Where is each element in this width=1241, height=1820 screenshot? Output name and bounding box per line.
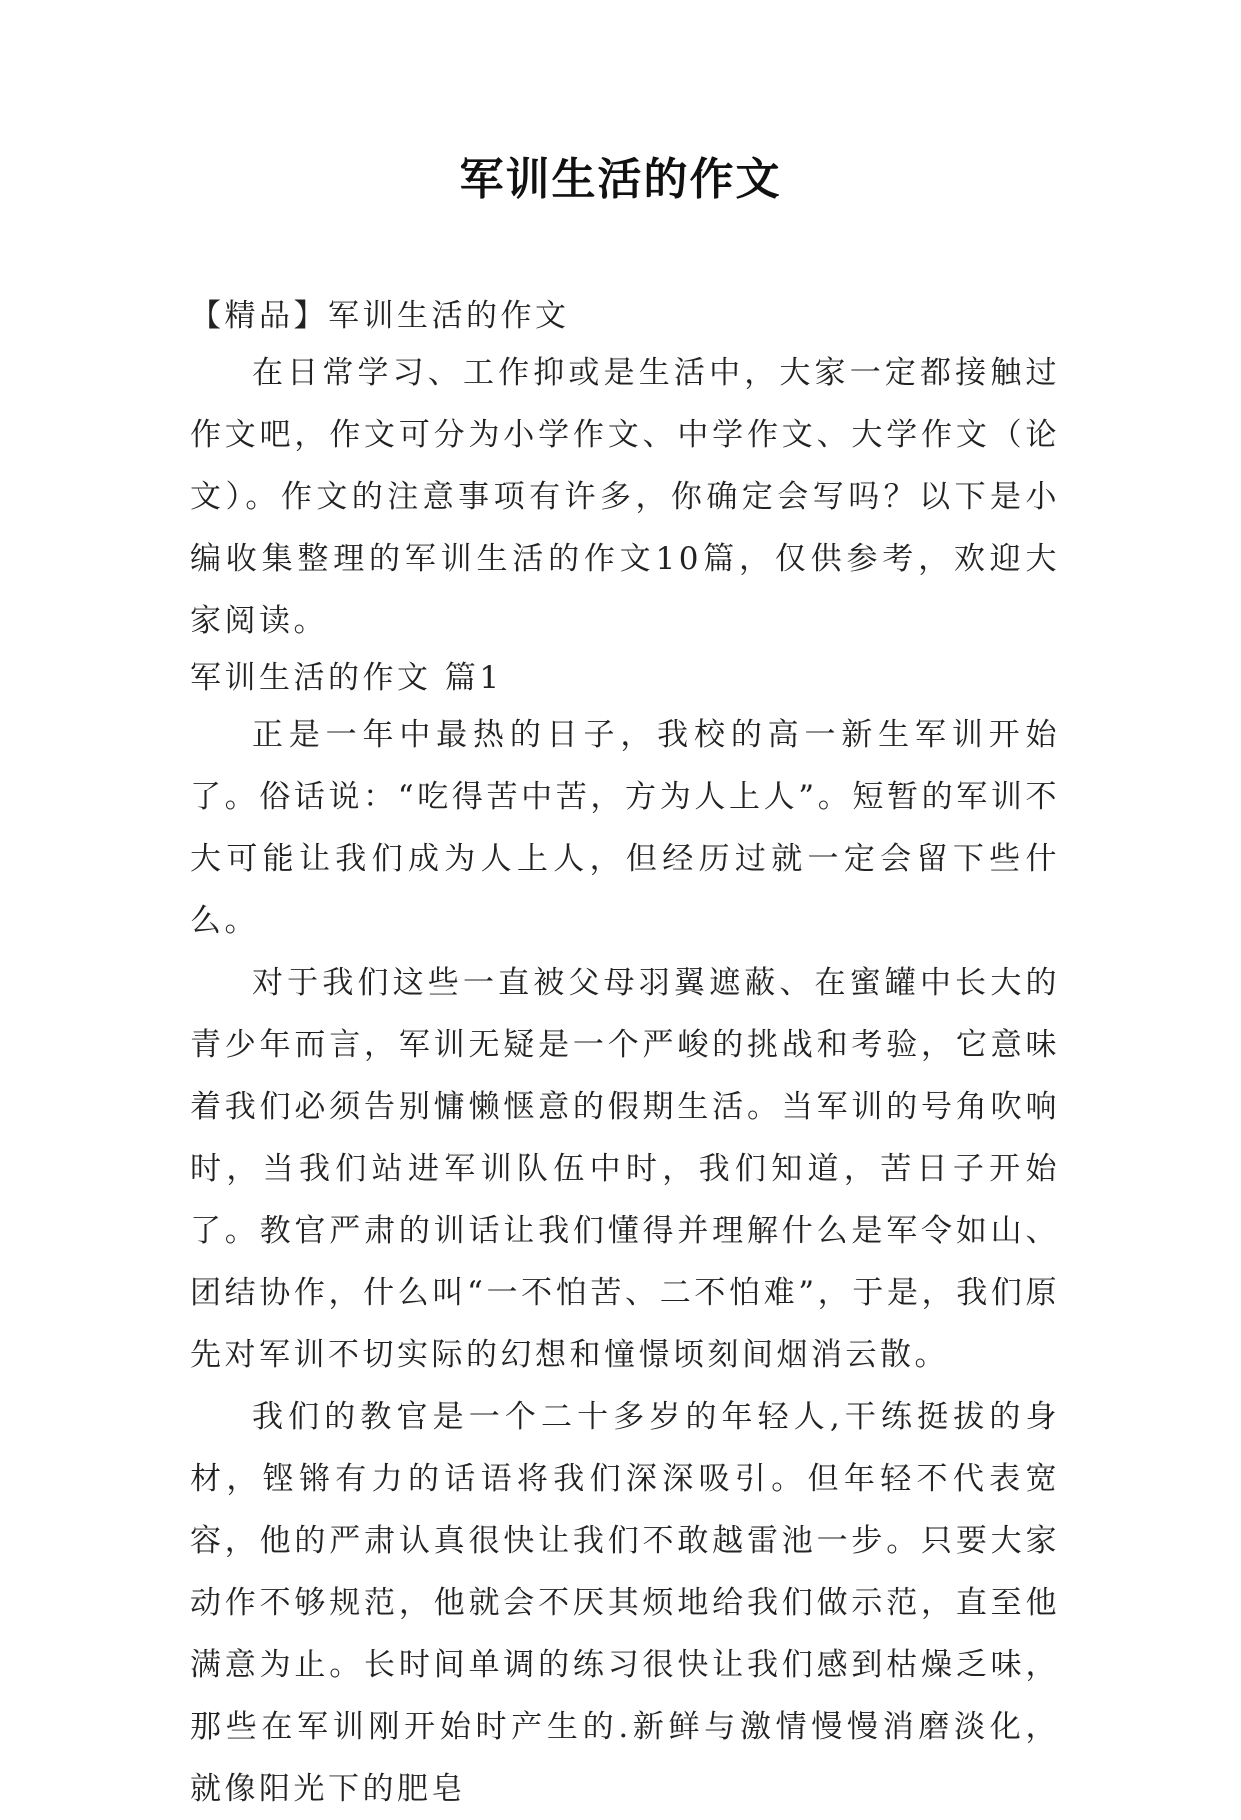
- paragraph-3: 我们的教官是一个二十多岁的年轻人,干练挺拔的身材，铿锵有力的话语将我们深深吸引。但年轻不代表宽容，他的严肃认真很快让我们不敢越雷池一步。只要大家动作不够规范，他就会不厌其烦地给我们做示范，直至他满意为止。长时间单调的练习很快让我们感到枯燥乏味，那些在军训刚开始时产生的.新鲜与激情慢慢消磨淡化，就像阳光下的肥皂: [190, 1399, 1060, 1807]
- intro-paragraph: 在日常学习、工作抑或是生活中，大家一定都接触过作文吧，作文可分为小学作文、中学作文、大学作文（论文）。作文的注意事项有许多，你确定会写吗？以下是小编收集整理的军训生活的作文10篇，仅供参考，欢迎大家阅读。: [190, 355, 1060, 639]
- document-title: 军训生活的作文: [459, 154, 782, 205]
- paragraph-1: 正是一年中最热的日子，我校的高一新生军训开始了。俗话说：“吃得苦中苦，方为人上人”。短暂的军训不大可能让我们成为人上人，但经历过就一定会留下些什么。: [190, 717, 1060, 939]
- document-body: [190, 290, 1060, 1820]
- paragraph-2: 对于我们这些一直被父母羽翼遮蔽、在蜜罐中长大的青少年而言，军训无疑是一个严峻的挑战和考验，它意味着我们必须告别慵懒惬意的假期生活。当军训的号角吹响时，当我们站进军训队伍中时，我们知道，苦日子开始了。教官严肃的训话让我们懂得并理解什么是军令如山、团结协作，什么叫“一不怕苦、二不怕难”，于是，我们原先对军训不切实际的幻想和憧憬顷刻间烟消云散。: [190, 965, 1060, 1373]
- section-heading: 军训生活的作文 篇1: [190, 660, 503, 696]
- intro-heading: 【精品】军训生活的作文: [190, 298, 570, 334]
